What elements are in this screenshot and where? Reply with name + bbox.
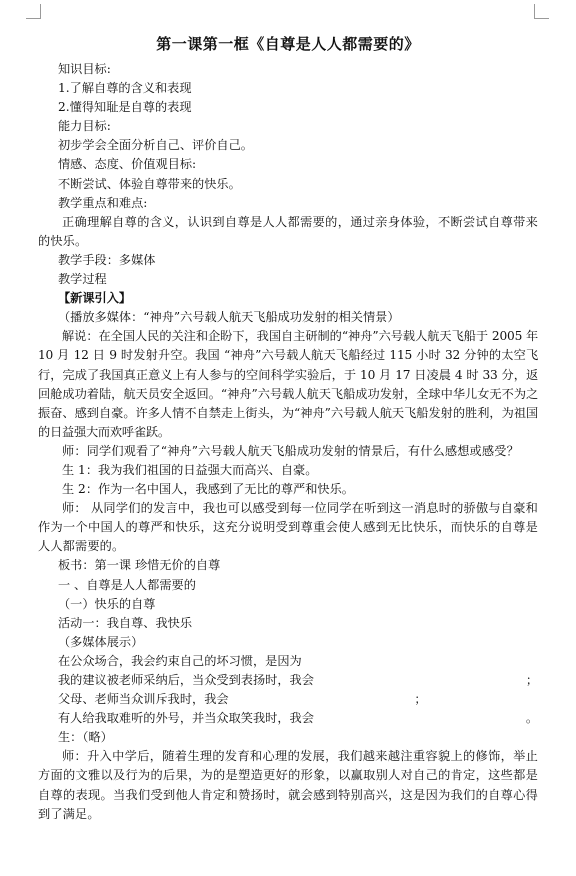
key-points-paragraph: 正确理解自尊的含义，认识到自尊是人人都需要的，通过亲身体验，不断尝试自尊带来的快乐。 bbox=[38, 214, 538, 248]
section-heading-1: 一 、自尊是人人都需要的 bbox=[58, 577, 196, 592]
prompt-line-3-end: ； bbox=[414, 692, 427, 707]
student-response: 生：（略） bbox=[58, 730, 113, 745]
narration-paragraph: 解说：在全国人民的关注和企盼下，我国自主研制的“神舟”六号载人航天飞船于 2005 年 10 月 12 日 9 时发射升空。我国 “神舟”六号载人航天飞船经过 115 小时 32 分钟的太空飞行，完成了我国真正意义上有人参与的空间科学实验后，于 10 月 17 日凌晨 4 时 33 分，返回舱成功着陆，航天员安全返回。“神舟”六号载人航天飞船成功发射，全球中华儿女无不为之振奋、感到自豪。许多人情不自禁走上街头，为“神舟”六号载人航天飞船发射的胜利，为祖国的日益强大而欢呼雀跃。 bbox=[38, 329, 538, 439]
subsection-heading-1: （一）快乐的自尊 bbox=[58, 596, 156, 611]
heading-new-lesson-intro: 【新课引入】 bbox=[58, 291, 132, 306]
board-writing: 板书：第一课 珍惜无价的自尊 bbox=[58, 558, 221, 573]
heading-attitude-goals: 情感、态度、价值观目标: bbox=[58, 157, 197, 172]
teacher-closing-paragraph: 师：升入中学后，随着生理的发育和心理的发展，我们越来越注重容貌上的修饰，举止方面的文雅以及行为的后果，为的是塑造更好的形象，以赢取别人对自己的肯定，这些都是自尊的表现。当我们受到他人肯定和赞扬时，就会感到特别高兴，这是因为我们的自尊心得到了满足。 bbox=[38, 749, 538, 821]
prompt-line-1: 在公众场合，我会约束自己的坏习惯，是因为 bbox=[58, 653, 302, 668]
knowledge-goal-2: 2.懂得知耻是自尊的表现 bbox=[58, 100, 192, 115]
student-1-answer: 生 1：我为我们祖国的日益强大而高兴、自豪。 bbox=[62, 462, 318, 477]
document-body bbox=[38, 60, 538, 824]
heading-key-points: 教学重点和难点: bbox=[58, 195, 148, 210]
heading-teaching-process: 教学过程 bbox=[58, 272, 107, 287]
activity-one-title: 活动一：我自尊、我快乐 bbox=[58, 615, 193, 630]
prompt-line-2 bbox=[38, 671, 538, 690]
heading-ability-goals: 能力目标: bbox=[58, 119, 111, 134]
prompt-line-2-end: ； bbox=[525, 673, 538, 687]
heading-knowledge-goals: 知识目标: bbox=[58, 62, 111, 76]
prompt-line-3-text: 父母、老师当众训斥我时，我会 bbox=[58, 692, 229, 707]
prompt-line-4 bbox=[38, 709, 538, 728]
ability-goal: 初步学会全面分析自己、评价自己。 bbox=[58, 138, 253, 153]
prompt-line-4-end: 。 bbox=[525, 711, 538, 726]
teacher-summary-paragraph: 师： 从同学们的发言中，我也可以感受到每一位同学在听到这一消息时的骄傲与自豪和作为一个中国人的尊严和快乐，这充分说明受到尊重会使人感到无比快乐，而快乐的自尊是人人都需要的。 bbox=[38, 501, 538, 554]
document-title: 第一课第一框《自尊是人人都需要的》 bbox=[156, 35, 420, 53]
teaching-means: 教学手段：多媒体 bbox=[58, 252, 156, 267]
prompt-line-4-text: 有人给我取难听的外号，并当众取笑我时，我会 bbox=[58, 711, 314, 726]
prompt-line-2-text: 我的建议被老师采纳后，当众受到表扬时，我会 bbox=[58, 673, 314, 687]
page-corner-mark-right bbox=[534, 4, 549, 19]
knowledge-goal-1: 1.了解自尊的含义和表现 bbox=[58, 81, 192, 96]
page-corner-mark-left bbox=[26, 4, 41, 19]
attitude-goal: 不断尝试、体验自尊带来的快乐。 bbox=[58, 176, 241, 191]
multimedia-note: （播放多媒体：“神舟”六号载人航天飞船成功发射的相关情景） bbox=[58, 310, 400, 325]
student-2-answer: 生 2：作为一名中国人，我感到了无比的尊严和快乐。 bbox=[62, 482, 354, 497]
prompt-line-3 bbox=[38, 690, 538, 709]
teacher-question-paragraph: 师：同学们观看了“神舟”六号载人航天飞船成功发射的情景后，有什么感想或感受？ bbox=[62, 443, 519, 458]
multimedia-display-note: （多媒体展示） bbox=[58, 634, 144, 649]
